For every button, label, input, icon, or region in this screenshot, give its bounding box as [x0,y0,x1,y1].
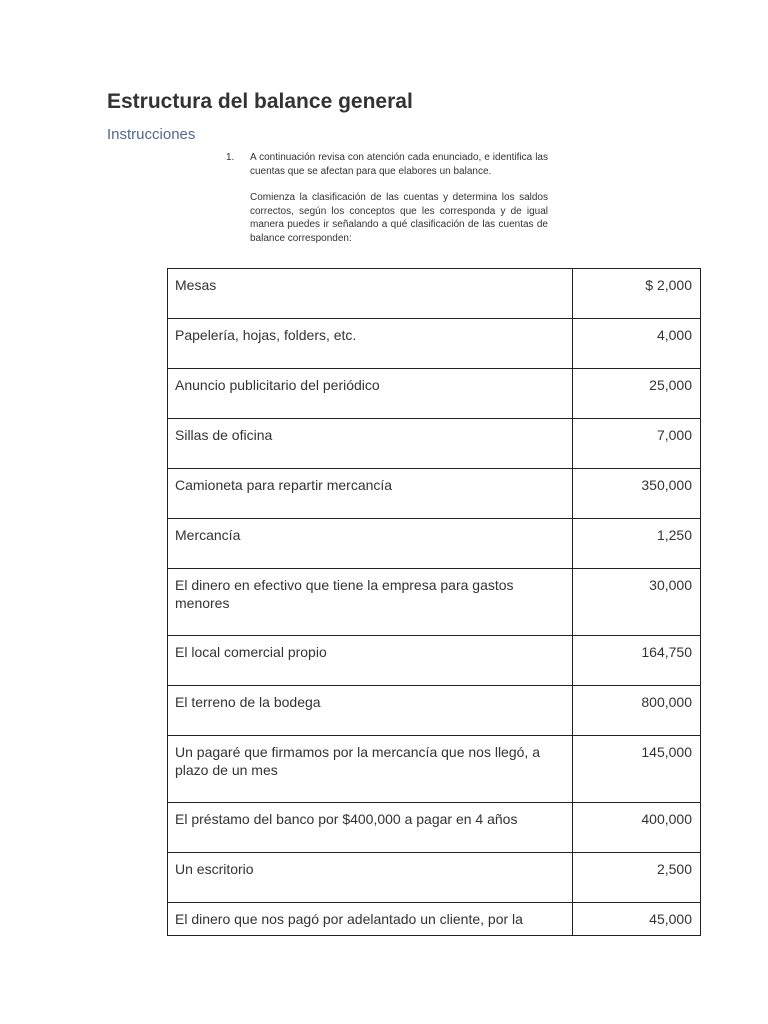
amount-cell: 4,000 [573,319,701,369]
concept-cell: El terreno de la bodega [168,686,573,736]
instruction-paragraph-1: A continuación revisa con atención cada enunciado, e identifica las cuentas que se afectan para que elabores un balance. [250,152,548,177]
instruction-item [223,151,548,178]
concept-cell: El dinero que nos pagó por adelantado un cliente, por la [168,903,573,936]
table-row [168,319,701,369]
concept-cell: Camioneta para repartir mercancía [168,469,573,519]
amount-cell: 2,500 [573,853,701,903]
table-row [168,686,701,736]
table-row [168,419,701,469]
concept-cell: Un pagaré que firmamos por la mercancía que nos llegó, a plazo de un mes [168,736,573,803]
amount-cell: $ 2,000 [573,269,701,319]
amount-cell: 145,000 [573,736,701,803]
concept-cell: Papelería, hojas, folders, etc. [168,319,573,369]
table-row [168,469,701,519]
amount-cell: 1,250 [573,519,701,569]
amount-cell: 45,000 [573,903,701,936]
concept-cell: Mercancía [168,519,573,569]
instruction-number: 1. [226,152,235,163]
amount-cell: 350,000 [573,469,701,519]
table-row [168,903,701,936]
concept-cell: El préstamo del banco por $400,000 a pagar en 4 años [168,803,573,853]
table-row [168,853,701,903]
amount-cell: 164,750 [573,636,701,686]
concept-cell: El dinero en efectivo que tiene la empresa para gastos menores [168,569,573,636]
amount-cell: 800,000 [573,686,701,736]
table-row [168,803,701,853]
amount-cell: 30,000 [573,569,701,636]
instructions-list [223,151,548,245]
amount-cell: 25,000 [573,369,701,419]
instruction-paragraph-2: Comienza la clasificación de las cuentas y determina los saldos correctos, según los conceptos que les corresponda y de igual manera puedes ir señalando a qué clasificación de las cuentas de balance corresponden: [250,192,548,244]
concept-cell: Anuncio publicitario del periódico [168,369,573,419]
amount-cell: 7,000 [573,419,701,469]
table-row [168,569,701,636]
table-row [168,369,701,419]
concept-cell: Mesas [168,269,573,319]
page-title: Estructura del balance general [107,90,413,113]
concept-cell: Sillas de oficina [168,419,573,469]
accounts-table [167,268,701,936]
table-row [168,269,701,319]
table-row [168,519,701,569]
table-row [168,736,701,803]
section-heading-instrucciones: Instrucciones [107,126,196,143]
concept-cell: Un escritorio [168,853,573,903]
concept-cell: El local comercial propio [168,636,573,686]
amount-cell: 400,000 [573,803,701,853]
table-row [168,636,701,686]
